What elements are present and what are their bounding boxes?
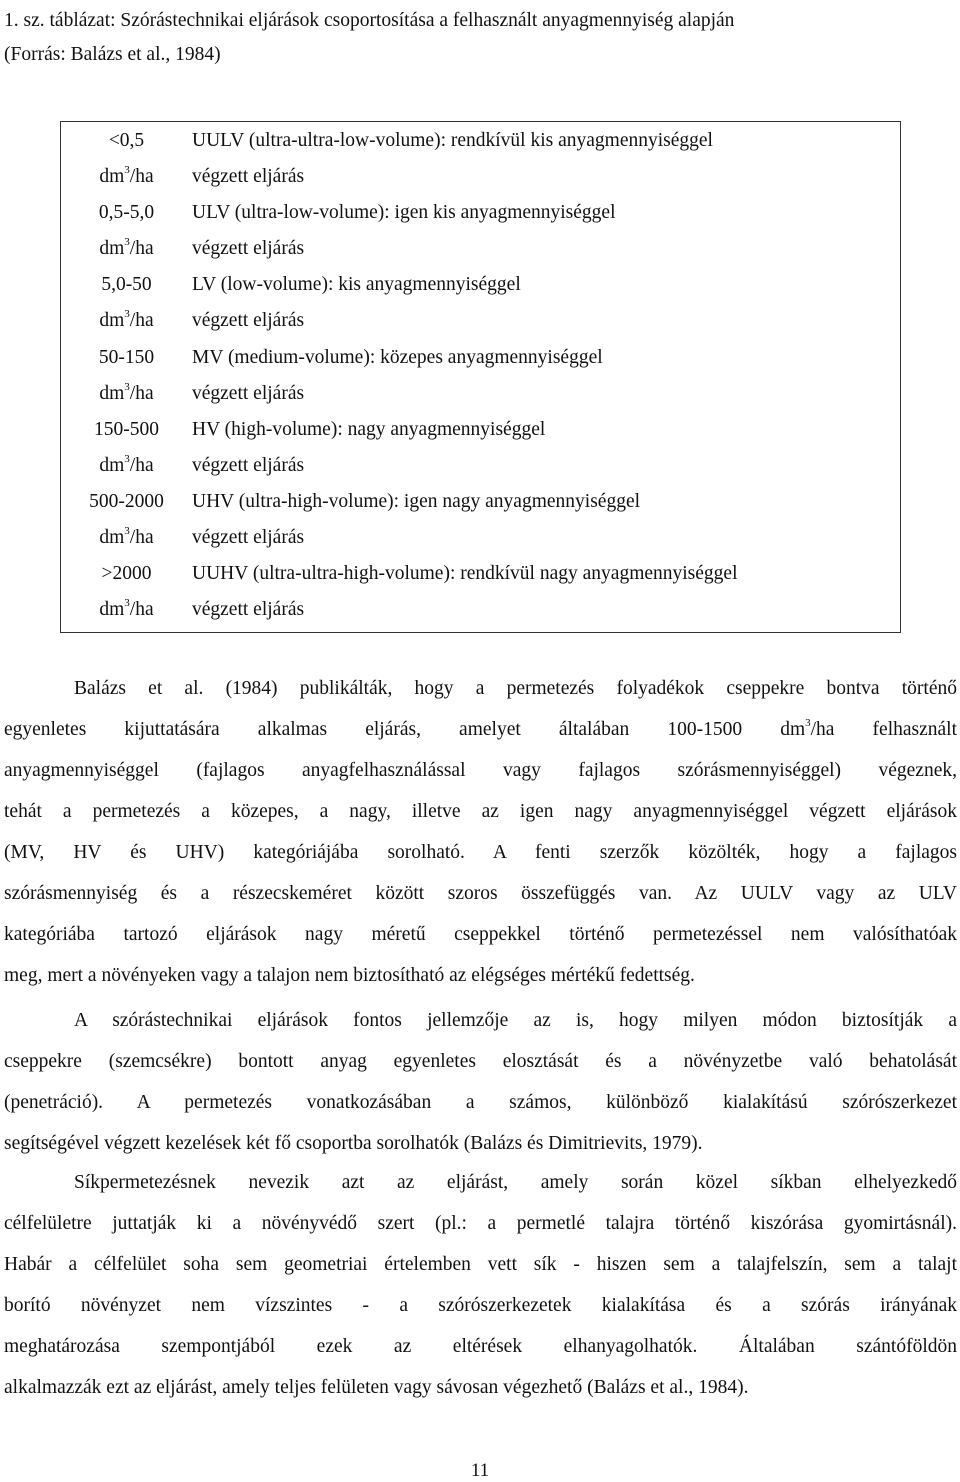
p3-line-1: Síkpermetezésnek nevezik azt az eljárást, amely során közel síkban elhelyezkedő [74, 1172, 957, 1193]
table-row [61, 340, 900, 412]
p1-line-6: szórásmennyiség és a részecskeméret között szoros összefüggés van. Az UULV vagy az ULV [4, 883, 957, 904]
description-cell [192, 340, 603, 412]
range-unit: $dm^3/ha$ [99, 308, 154, 332]
range-value: >2000 [101, 563, 152, 585]
p1-line-1: Balázs et al. (1984) publikálták, hogy a permetezés folyadékok cseppekre bontva történő [74, 678, 957, 699]
table-row [61, 484, 900, 556]
description-cell [192, 556, 738, 628]
description-line-1: HV (high-volume): nagy anyagmennyiséggel [192, 418, 546, 440]
p3-line-5: meghatározása szempontjából ezek az eltérések elhanyagolhatók. Általában szántóföldön [4, 1336, 957, 1357]
p2-line-2: cseppekre (szemcsékre) bontott anyag egyenletes elosztását és a növényzetbe való behatolását [4, 1051, 957, 1072]
volume-categories-table [60, 121, 901, 633]
description-line-2: végzett eljárás [192, 527, 305, 548]
range-unit: $dm^3/ha$ [99, 236, 154, 260]
range-value: 50-150 [98, 346, 155, 368]
description-cell [192, 267, 521, 339]
page-number: 11 [470, 1460, 490, 1481]
p1-line-8: meg, mert a növényeken vagy a talajon nem biztosítható az elégséges mértékű fedettség. [4, 965, 695, 986]
paragraph-2 [4, 1000, 957, 1164]
table-row [61, 195, 900, 267]
description-cell [192, 484, 640, 556]
p3-line-3: Habár a célfelület soha sem geometriai értelemben vett sík - hiszen sem a talajfelszín, sem a talajt [4, 1254, 957, 1275]
range-cell [61, 195, 192, 267]
description-line-1: UULV (ultra-ultra-low-volume): rendkívül kis anyagmennyiséggel [192, 130, 713, 151]
description-line-1: UHV (ultra-high-volume): igen nagy anyagmennyiséggel [192, 491, 641, 512]
table-row [61, 556, 900, 628]
range-cell [61, 412, 192, 484]
description-line-1: ULV (ultra-low-volume): igen kis anyagmennyiséggel [192, 202, 616, 224]
range-value: 5,0-50 [101, 274, 152, 296]
table-row [61, 123, 900, 195]
description-cell [192, 195, 616, 267]
range-value: <0,5 [108, 130, 145, 151]
caption-line-2: (Forrás: Balázs et al., 1984) [4, 44, 221, 65]
range-value: 0,5-5,0 [98, 202, 155, 224]
description-line-2: végzett eljárás [192, 166, 305, 187]
description-line-1: UUHV (ultra-ultra-high-volume): rendkívül nagy anyagmennyiséggel [192, 563, 738, 585]
p1-line-5: (MV, HV és UHV) kategóriájába sorolható. A fenti szerzők közölték, hogy a fajlagos [4, 842, 957, 863]
range-unit: $dm^3/ha$ [99, 597, 154, 621]
range-value: 150-500 [94, 418, 159, 440]
description-line-2: végzett eljárás [192, 238, 305, 260]
caption-line-1: 1. sz. táblázat: Szórástechnikai eljárások csoportosítása a felhasznált anyagmennyiség alapján [4, 10, 735, 31]
p1-line-3: anyagmennyiséggel (fajlagos anyagfelhasználással vagy fajlagos szórásmennyiséggel) végeznek, [4, 760, 957, 781]
p2-line-1: A szórástechnikai eljárások fontos jellemzője az is, hogy milyen módon biztosítják a [74, 1010, 957, 1031]
range-value: 500-2000 [89, 491, 164, 512]
description-line-2: végzett eljárás [192, 310, 305, 332]
description-line-2: végzett eljárás [192, 382, 305, 404]
range-unit: $dm^3/ha$ [99, 452, 154, 476]
p2-line-4: segítségével végzett kezelések két fő csoportba sorolhatók (Balázs és Dimitrievits, 1979). [4, 1133, 703, 1154]
description-line-2: végzett eljárás [192, 454, 305, 476]
range-unit: $dm^3/ha$ [99, 380, 154, 404]
p1-line-2: egyenletes kijuttatására alkalmas eljárás, amelyet általában 100-1500 $dm^3/ha$ felhasznált [4, 717, 958, 740]
range-unit: $dm^3/ha$ [99, 525, 154, 548]
p3-line-4: borító növényzet nem vízszintes - a szórószerkezetek kialakítása és a szórás irányának [4, 1295, 957, 1316]
table-row [61, 267, 900, 339]
p3-line-2: célfelületre juttatják ki a növényvédő szert (pl.: a permetlé talajra történő kiszórása gyomirtásnál). [4, 1213, 957, 1234]
range-cell [61, 340, 192, 412]
p3-line-6: alkalmazzák ezt az eljárást, amely teljes felületen vagy sávosan végezhető (Balázs et al., 1984). [4, 1377, 749, 1398]
description-line-1: MV (medium-volume): közepes anyagmennyiséggel [192, 346, 603, 368]
p1-line-7: kategóriába tartozó eljárások nagy méretű cseppekkel történő permetezéssel nem valósíthatóak [4, 924, 957, 945]
table-caption [4, 4, 956, 72]
description-line-1: LV (low-volume): kis anyagmennyiséggel [192, 274, 521, 296]
range-cell [61, 484, 192, 556]
p2-line-3: (penetráció). A permetezés vonatkozásában a számos, különböző kialakítású szórószerkezet [4, 1092, 957, 1113]
description-cell [192, 123, 713, 195]
range-cell [61, 267, 192, 339]
paragraph-3 [4, 1162, 957, 1408]
p1-line-4: tehát a permetezés a közepes, a nagy, illetve az igen nagy anyagmennyiséggel végzett eljárások [4, 801, 957, 822]
range-cell [61, 123, 192, 195]
description-line-2: végzett eljárás [192, 599, 305, 621]
paragraph-1 [4, 668, 957, 996]
table-row [61, 412, 900, 484]
description-cell [192, 412, 545, 484]
range-unit: $dm^3/ha$ [99, 164, 154, 187]
range-cell [61, 556, 192, 628]
